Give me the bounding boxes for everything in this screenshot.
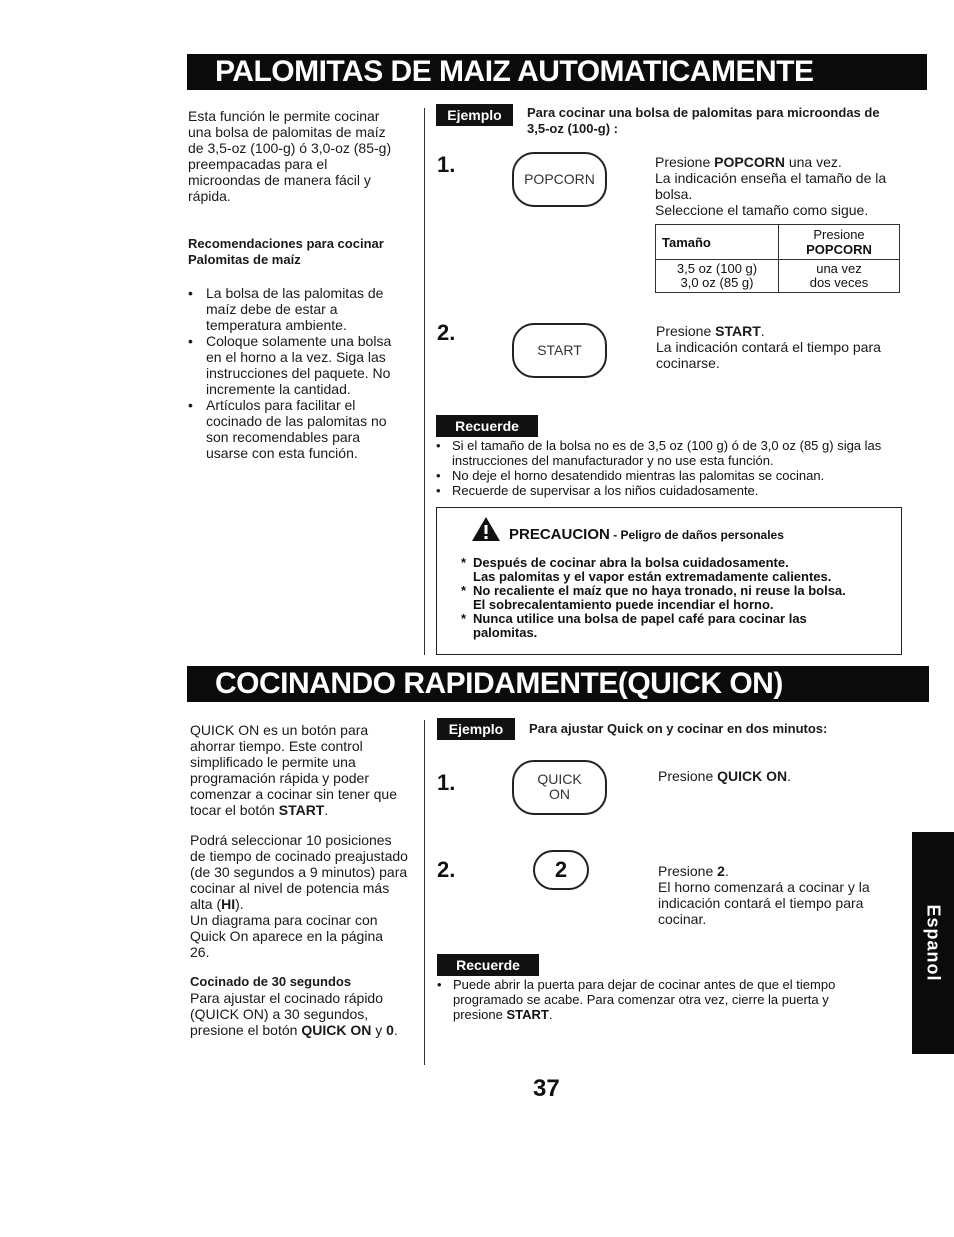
column-divider	[424, 720, 425, 1065]
quick-example-text: Para ajustar Quick on y cocinar en dos minutos:	[529, 721, 828, 736]
step-number: 2.	[437, 320, 456, 345]
popcorn-key	[512, 152, 607, 207]
number-2-key-label: 2	[554, 857, 568, 882]
number-2-key	[533, 850, 589, 890]
caution-heading	[509, 526, 784, 544]
popcorn-intro: Esta función le permite cocinar una bolsa de palomitas de maíz de 3,5-oz (100-g) ó 3,0-oz (85-g) preempacadas para el microondas de manera fácil y rápida.	[188, 108, 392, 204]
quick-section-title: COCINANDO RAPIDAMENTE(QUICK ON)	[187, 666, 929, 702]
step-number: 1.	[437, 152, 456, 177]
size-table	[655, 224, 900, 293]
popcorn-example-text: Para cocinar una bolsa de palomitas para microondas de 3,5-oz (100-g) :	[527, 105, 880, 136]
quick-on-key-label: QUICK	[537, 771, 582, 787]
recommendations-list	[188, 285, 403, 461]
page-number: 37	[533, 1075, 560, 1102]
caution-list	[461, 556, 891, 640]
caution-title: PRECAUCION	[509, 526, 610, 543]
quick-intro: QUICK ON es un botón para ahorrar tiempo. Este control simplificado le permite una programación rápida y poder comenzar a cocinar sin tener que tocar el botón START.	[190, 722, 397, 818]
table-cell: 3,5 oz (100 g) 3,0 oz (85 g)	[656, 260, 779, 293]
caution-subtitle: - Peligro de daños personales	[609, 528, 784, 542]
list-item: • Coloque solamente una bolsa en el horno a la vez. Siga las instrucciones del paquete. No incremente la cantidad.	[188, 333, 403, 397]
step-number: 1.	[437, 770, 456, 795]
list-item: • Recuerde de supervisar a los niños cuidadosamente.	[436, 483, 896, 498]
quick-on-key	[512, 760, 607, 815]
step1-description: Presione POPCORN una vez. La indicación enseña el tamaño de la bolsa. Seleccione el tamaño como sigue.	[655, 154, 887, 218]
remember-tag: Recuerde	[436, 415, 538, 437]
list-item: * No recaliente el maíz que no haya tronado, ni reuse la bolsa. El sobrecalentamiento puede incendiar el horno.	[461, 584, 891, 612]
recommend-heading: Recomendaciones para cocinar Palomitas de maíz	[188, 236, 384, 267]
list-item: • Artículos para facilitar el cocinado de las palomitas no son recomendables para usarse con esta función.	[188, 397, 403, 461]
language-side-tab-label: Espanol	[923, 904, 944, 982]
example-tag: Ejemplo	[436, 104, 513, 126]
example-tag: Ejemplo	[437, 718, 515, 740]
list-item: • La bolsa de las palomitas de maíz debe de estar a temperatura ambiente.	[188, 285, 403, 333]
quick-step2-description: Presione 2. El horno comenzará a cocinar y la indicación contará el tiempo para cocinar.	[658, 863, 870, 927]
quick-para2: Podrá seleccionar 10 posiciones de tiempo de cocinado preajustado (de 30 segundos a 9 minutos) para cocinar al nivel de potencia más alta (HI).	[190, 832, 408, 912]
quick-sub-heading: Cocinado de 30 segundos	[190, 974, 352, 989]
table-header: Presione POPCORN	[779, 225, 900, 260]
column-divider	[424, 108, 425, 655]
list-item: * Después de cocinar abra la bolsa cuidadosamente. Las palomitas y el vapor están extremadamente calientes.	[461, 556, 891, 584]
start-key	[512, 323, 607, 378]
quick-sub-text: Para ajustar el cocinado rápido (QUICK ON) a 30 segundos, presione el botón QUICK ON y 0.	[190, 990, 398, 1038]
list-item: • Puede abrir la puerta para dejar de cocinar antes de que el tiempo programado se acabe. Para comenzar otra vez, cierre la puerta y presione START.	[437, 977, 877, 1022]
caution-box	[436, 507, 902, 655]
step-number: 2.	[437, 857, 456, 882]
quick-para3: Un diagrama para cocinar con Quick On aparece en la página 26.	[190, 912, 384, 960]
remember-list	[436, 438, 896, 498]
step2-description: Presione START. La indicación contará el tiempo para cocinarse.	[656, 323, 881, 371]
remember-tag: Recuerde	[437, 954, 539, 976]
warning-triangle-icon	[471, 516, 501, 542]
popcorn-section-title: PALOMITAS DE MAIZ AUTOMATICAMENTE	[187, 54, 927, 90]
table-header: Tamaño	[656, 225, 779, 260]
quick-on-key-label: ON	[549, 786, 570, 802]
popcorn-key-label: POPCORN	[524, 171, 595, 187]
quick-remember-list	[437, 977, 877, 1022]
table-cell: una vez dos veces	[779, 260, 900, 293]
list-item: • No deje el horno desatendido mientras las palomitas se cocinan.	[436, 468, 896, 483]
start-key-label: START	[537, 342, 582, 358]
list-item: * Nunca utilice una bolsa de papel café para cocinar las palomitas.	[461, 612, 891, 640]
language-side-tab	[912, 832, 954, 1054]
quick-step1-description: Presione QUICK ON.	[658, 768, 792, 784]
list-item: • Si el tamaño de la bolsa no es de 3,5 oz (100 g) ó de 3,0 oz (85 g) siga las instrucciones del manufacturador y no use esta función.	[436, 438, 896, 468]
